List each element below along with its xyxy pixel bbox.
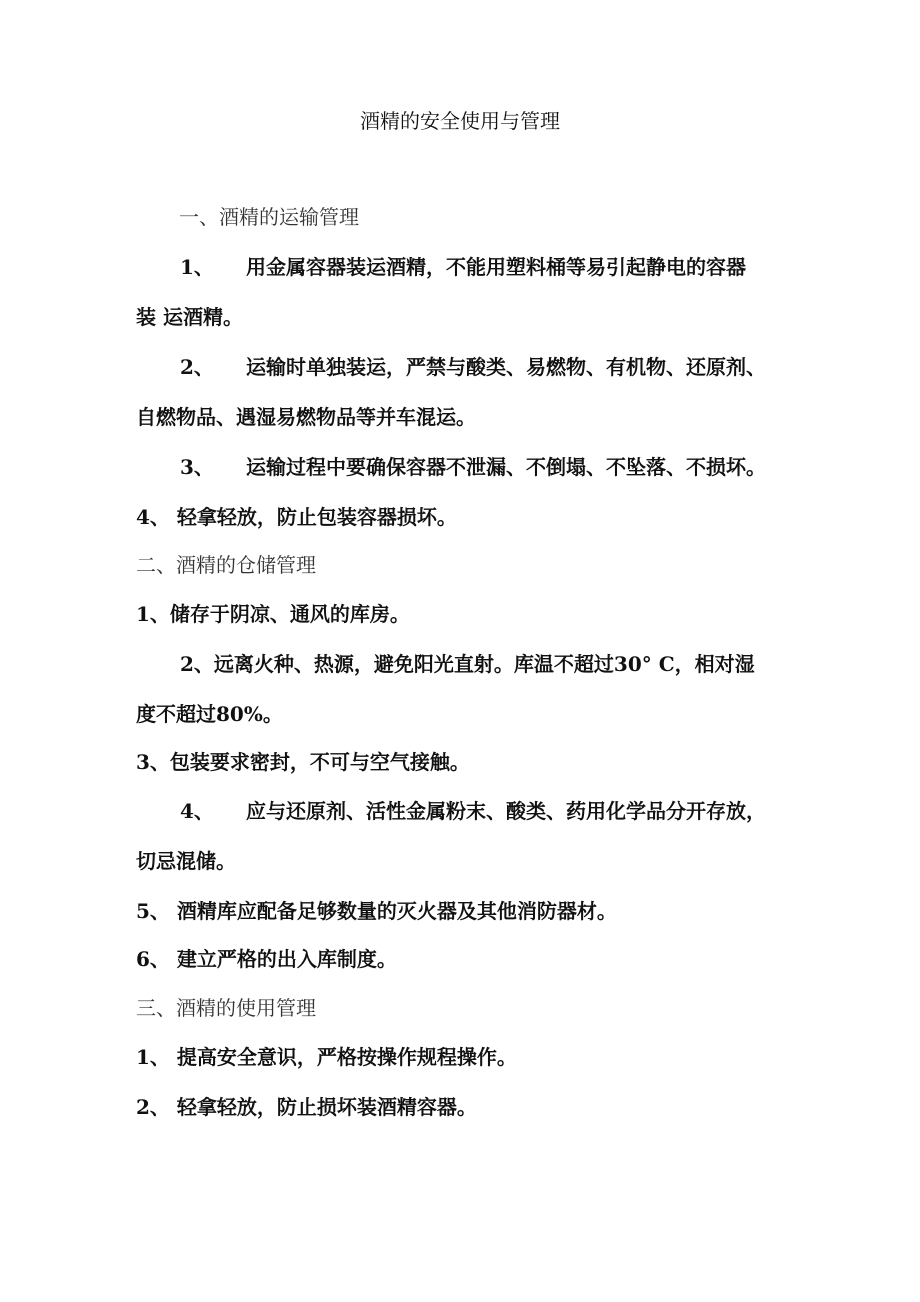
usage-item-2: 2、 轻拿轻放，防止损坏装酒精容器。 <box>136 1095 477 1119</box>
storage-item-4-line-2: 切忌混储。 <box>136 849 236 873</box>
storage-item-3: 3、包装要求密封，不可与空气接触。 <box>136 750 470 774</box>
section-heading-transport: 一、酒精的运输管理 <box>179 205 359 229</box>
section-heading-storage: 二、酒精的仓储管理 <box>136 553 316 577</box>
usage-item-1: 1、 提高安全意识，严格按操作规程操作。 <box>136 1045 517 1069</box>
storage-item-1: 1、储存于阴凉、通风的库房。 <box>136 602 410 626</box>
transport-item-3-line-1: 运输过程中要确保容器不泄漏、不倒塌、不坠落、不损坏。 <box>246 455 766 479</box>
storage-item-6: 6、 建立严格的出入库制度。 <box>136 947 397 971</box>
storage-item-4-number: 4、 <box>180 799 214 823</box>
transport-item-3-number: 3、 <box>180 455 214 479</box>
transport-item-2-number: 2、 <box>180 355 214 379</box>
storage-item-5: 5、 酒精库应配备足够数量的灭火器及其他消防器材。 <box>136 899 617 923</box>
storage-item-2-line-2: 度不超过80%。 <box>136 702 283 726</box>
transport-item-1-line-2: 装 运酒精。 <box>136 305 243 329</box>
document-title: 酒精的安全使用与管理 <box>360 109 560 133</box>
storage-item-2-line-1: 2、远离火种、热源，避免阳光直射。库温不超过30° C，相对湿 <box>180 652 755 676</box>
transport-item-2-line-1: 运输时单独装运，严禁与酸类、易燃物、有机物、还原剂、 <box>246 355 766 379</box>
storage-item-4-line-1: 应与还原剂、活性金属粉末、酸类、药用化学品分开存放， <box>246 799 766 823</box>
transport-item-1-line-1: 用金属容器装运酒精，不能用塑料桶等易引起静电的容器 <box>246 255 746 279</box>
transport-item-2-line-2: 自燃物品、遇湿易燃物品等并车混运。 <box>136 405 476 429</box>
transport-item-4: 4、 轻拿轻放，防止包装容器损坏。 <box>136 505 457 529</box>
transport-item-1-number: 1、 <box>180 255 214 279</box>
section-heading-usage: 三、酒精的使用管理 <box>136 996 316 1020</box>
